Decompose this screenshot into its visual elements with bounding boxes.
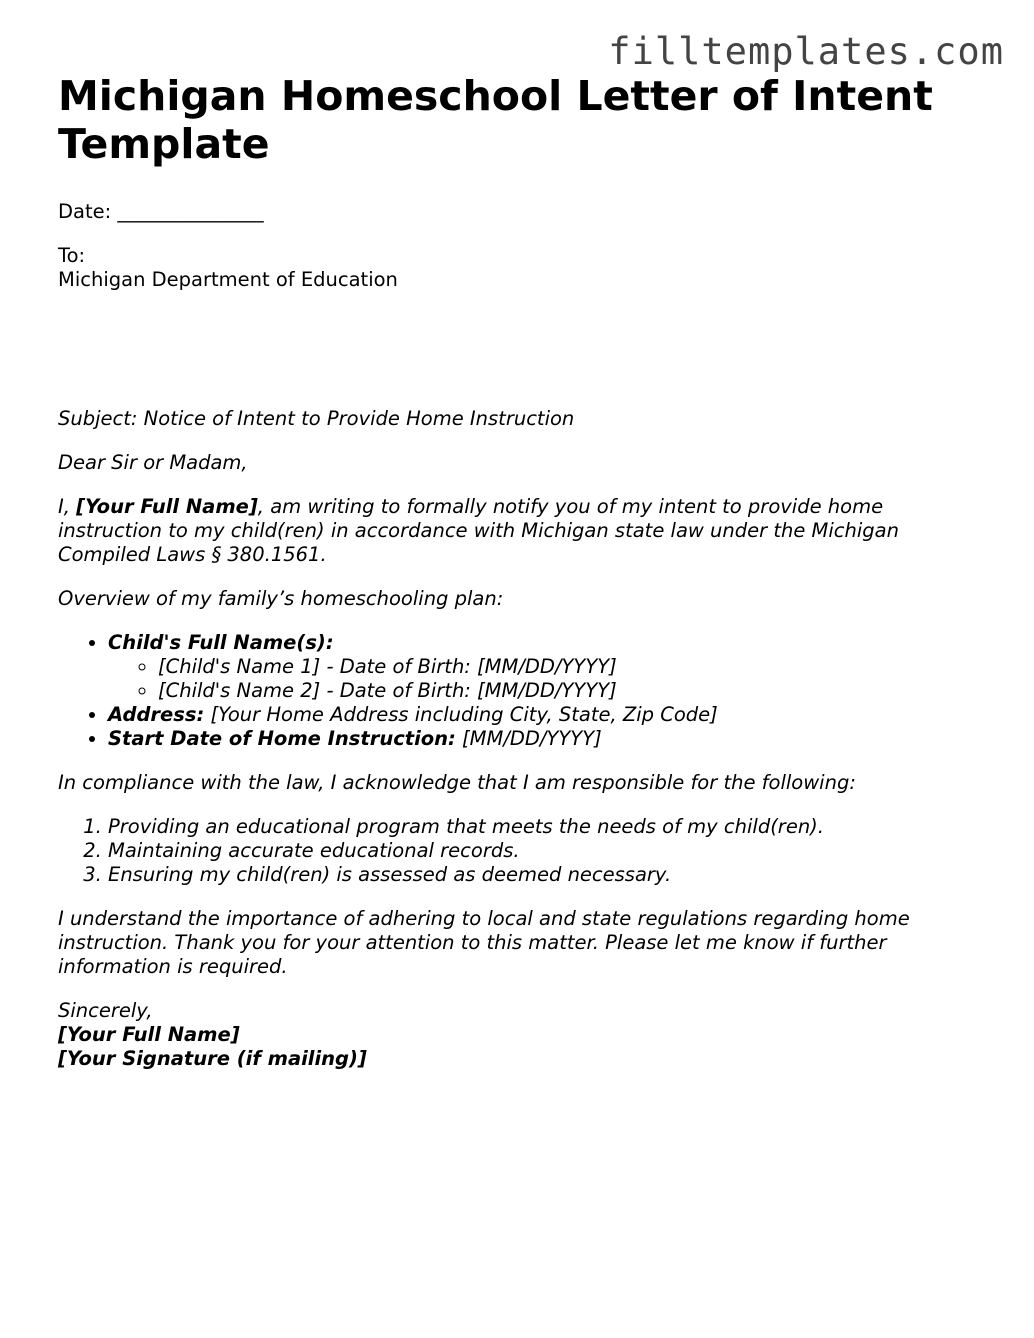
address-spacer [58,312,958,407]
sign-signature: [Your Signature (if mailing)] [58,1047,367,1070]
letter-body [58,72,958,1091]
watermark: filltemplates.com [608,30,1004,73]
signature-block [58,999,958,1071]
compliance-intro: In compliance with the law, I acknowledge that I am responsible for the following: [58,771,856,794]
intro-suffix: , am writing to formally notify you of my intent to provide home instruction to my child(ren) in accordance with Michigan state law under the Michigan Compiled Laws § 380.1561. [58,495,899,566]
date-blank: _______________ [117,200,264,223]
signoff: Sincerely, [58,999,153,1022]
page-title: Michigan Homeschool Letter of Intent Template [58,72,933,168]
list-item [108,727,958,751]
recipient-block [58,244,958,292]
start-date-label: Start Date of Home Instruction: [108,727,456,750]
sign-name: [Your Full Name] [58,1023,240,1046]
address-value: [Your Home Address including City, State, Zip Code] [204,703,718,726]
list-item [108,631,958,703]
child-item: ◦ [Child's Name 1] - Date of Birth: [MM/DD/YYYY] [158,655,958,679]
date-line [58,200,958,224]
plan-list [58,631,958,751]
responsibility-item: 3. Ensuring my child(ren) is assessed as deemed necessary. [108,863,958,887]
closing-paragraph: I understand the importance of adhering to local and state regulations regarding home instruction. Thank you for your attention to this matter. Please let me know if further information is required. [58,907,910,978]
to-label: To: [58,244,86,267]
date-label: Date: [58,200,112,223]
children-list [108,655,958,703]
child-item: ◦ [Child's Name 2] - Date of Birth: [MM/DD/YYYY] [158,679,958,703]
subject-line: Subject: Notice of Intent to Provide Home Instruction [58,407,575,430]
responsibility-item: 1. Providing an educational program that meets the needs of my child(ren). [108,815,958,839]
recipient-name: Michigan Department of Education [58,268,398,291]
address-label: Address: [108,703,205,726]
intro-prefix: I, [58,495,77,518]
responsibilities-list [58,815,958,887]
responsibility-item: 2. Maintaining accurate educational records. [108,839,958,863]
intro-name-placeholder: [Your Full Name] [76,495,258,518]
intro-paragraph [58,495,958,567]
list-item [108,703,958,727]
start-date-value: [MM/DD/YYYY] [455,727,602,750]
overview-line: Overview of my family’s homeschooling plan: [58,587,504,610]
salutation: Dear Sir or Madam, [58,451,248,474]
children-label: Child's Full Name(s): [108,631,334,654]
